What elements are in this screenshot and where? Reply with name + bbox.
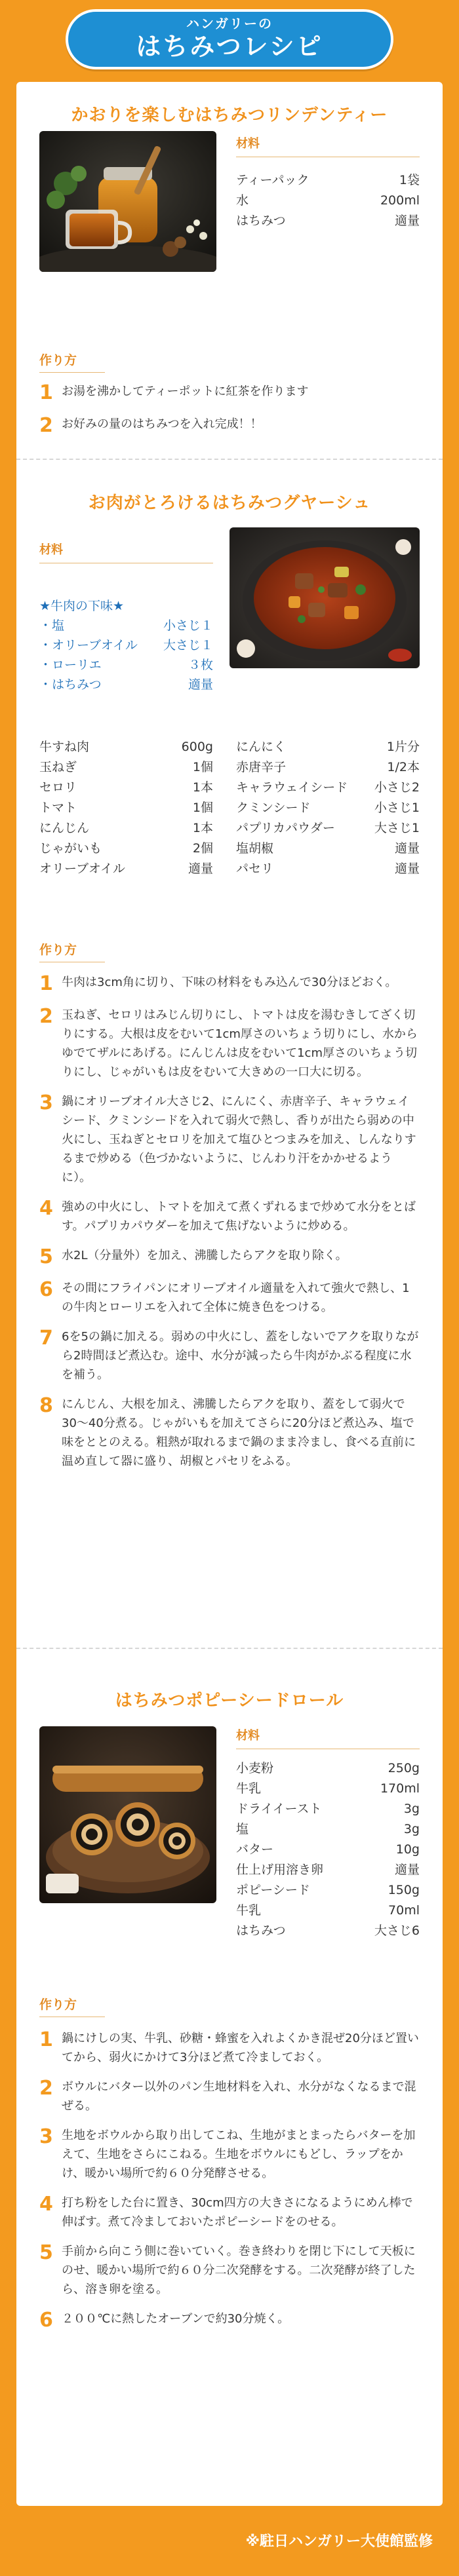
step-item (39, 415, 420, 437)
marinade-row (39, 635, 213, 655)
ingredient-row (39, 778, 213, 798)
ingredient-row (236, 798, 420, 818)
step-item (39, 2309, 420, 2332)
ingredient-amount: 適量 (188, 862, 213, 876)
ingredient-row (236, 1840, 420, 1860)
ingredient-name: はちみつ (236, 214, 286, 228)
recipe1-ingredient-list (236, 170, 420, 231)
ingredient-row (236, 839, 420, 859)
step-number: 5 (39, 1245, 53, 1268)
recipe2-ingredients-label: 材料 (39, 540, 213, 563)
step-text: 玉ねぎ、セロリはみじん切りにし、トマトは皮を湯むきしてざく切りにする。大根は皮をむいて1cm厚さのいちょう切りにし、水からゆでてザルにあげる。にんじんは皮をむいて1cm厚さのいちょう切りにし、じゃがいもは皮をむいて大きめの一口大に切る。 (62, 1008, 418, 1079)
step-number: 8 (39, 1394, 53, 1417)
recipe3-ingredients-label: 材料 (236, 1726, 420, 1749)
step-number: 2 (39, 414, 53, 437)
ingredient-row (236, 170, 420, 191)
step-text: 鍋にオリーブオイル大さじ2、にんにく、赤唐辛子、キャラウェイシード、クミンシードを入れて弱火で熱し、香りが出たら弱めの中火にし、玉ねぎとセロリを加えて塩ひとつまみを加え、しんなりするまで炒める（色づかないように、じんわり汗をかかせるように）。 (62, 1095, 416, 1184)
recipe2-ingredients-right (236, 737, 420, 879)
ingredient-amount: 600g (181, 740, 213, 754)
ingredient-name: にんにく (236, 740, 287, 754)
ingredient-name: はちみつ (236, 1923, 286, 1938)
ingredient-name: ポピーシード (236, 1883, 310, 1897)
ingredient-name: ティーパック (236, 173, 309, 187)
step-number: 1 (39, 2028, 53, 2051)
ingredient-row (39, 839, 213, 859)
ingredient-name: 牛乳 (236, 1781, 262, 1796)
goulash-photo (230, 527, 420, 668)
step-number: 2 (39, 1005, 53, 1028)
step-number: 6 (39, 1278, 53, 1301)
poppyseed-roll-illustration (39, 1726, 216, 1903)
ingredient-amount: 大さじ6 (374, 1923, 420, 1938)
ingredient-name: 仕上げ用溶き卵 (236, 1863, 324, 1877)
recipe2-ingredients-header (39, 540, 213, 694)
ingredient-amount: 適量 (394, 841, 420, 856)
ingredient-name: パセリ (236, 862, 274, 876)
step-number: 3 (39, 2125, 53, 2148)
ingredient-row (39, 818, 213, 839)
recipe3-ingredients (236, 1726, 420, 1941)
ingredient-row (236, 211, 420, 231)
step-item (39, 1092, 420, 1187)
ingredient-name: セロリ (39, 780, 77, 795)
recipe1-title: かおりを楽しむはちみつリンデンティー (71, 105, 388, 125)
marinade-name: ・はちみつ (39, 677, 102, 692)
ingredient-amount: 1個 (192, 801, 213, 815)
ingredient-amount: 3g (403, 1802, 420, 1816)
ingredient-amount: 1本 (192, 780, 213, 795)
ingredient-amount: 適量 (394, 862, 420, 876)
ingredient-name: にんじん (39, 821, 90, 835)
step-text: 生地をボウルから取り出してこね、生地がまとまったらバターを加えて、生地をさらにこねる。生地をボウルにもどし、ラップをかけ、暖かい場所で約６０分発酵させる。 (62, 2129, 416, 2180)
step-text: 手前から向こう側に巻いていく。巻き終わりを閉じ下にして天板にのせ、暖かい場所で約６０分二次発酵をする。二次発酵が終了したら、溶き卵を塗る。 (62, 2245, 416, 2296)
ingredient-name: バター (236, 1842, 274, 1857)
goulash-illustration (230, 527, 420, 668)
ingredient-row (39, 757, 213, 778)
ingredient-row (236, 859, 420, 879)
ingredient-row (236, 191, 420, 211)
ingredient-row (236, 1799, 420, 1819)
step-item (39, 1006, 420, 1082)
ingredient-amount: 170ml (380, 1781, 420, 1796)
ingredient-row (236, 737, 420, 757)
step-item (39, 2126, 420, 2183)
ingredient-row (39, 859, 213, 879)
step-item (39, 2029, 420, 2067)
ingredient-amount: 1/2本 (387, 760, 420, 774)
step-text: お湯を沸かしてティーポットに紅茶を作ります (62, 385, 309, 398)
ingredient-amount: 小さじ1 (374, 801, 420, 815)
step-number: 3 (39, 1091, 53, 1114)
step-number: 6 (39, 2309, 53, 2332)
recipe3-steps (39, 1995, 420, 2342)
ingredient-row (236, 1901, 420, 1921)
tea-photo (39, 131, 216, 272)
recipe1-steps (39, 350, 420, 447)
ingredient-amount: 1本 (192, 821, 213, 835)
marinade-amount: ３枚 (188, 658, 213, 672)
step-number: 2 (39, 2077, 53, 2100)
step-item (39, 2242, 420, 2299)
ingredient-amount: 1袋 (399, 173, 420, 187)
step-text: 6を5の鍋に加える。弱めの中火にし、蓋をしないでアクを取りながら2時間ほど煮込む。途中、水分が減ったら牛肉がかぶる程度に水を補う。 (62, 1330, 419, 1382)
ingredient-name: ドライイースト (236, 1802, 322, 1816)
poppyseed-roll-photo (39, 1726, 216, 1903)
header-subtitle: ハンガリーの (186, 16, 273, 32)
ingredient-amount: 250g (388, 1761, 420, 1775)
ingredient-row (236, 1819, 420, 1840)
step-item (39, 1198, 420, 1236)
marinade-amount: 小さじ１ (163, 618, 213, 633)
marinade-name: ・ローリエ (39, 658, 102, 672)
step-text: その間にフライパンにオリーブオイル適量を入れて強火で熱し、1の牛肉とローリエを入れて全体に焼き色をつける。 (62, 1281, 410, 1314)
step-text: 鍋にけしの実、牛乳、砂糖・蜂蜜を入れよくかき混ぜ20分ほど置いてから、弱火にかけて3分ほど煮て冷ましておく。 (62, 2032, 419, 2064)
ingredient-row (236, 1758, 420, 1779)
ingredient-amount: 大さじ1 (374, 821, 420, 835)
step-text: にんじん、大根を加え、沸騰したらアクを取り、蓋をして弱火で30〜40分煮る。じゃがいもを加えてさらに20分ほど煮込み、塩で味をととのえる。粗熱が取れるまで鍋のまま冷まし、食べる直前に温め直して器に盛り、胡椒とパセリをふる。 (62, 1397, 416, 1468)
ingredient-name: 小麦粉 (236, 1761, 274, 1775)
step-text: 強めの中火にし、トマトを加えて煮くずれるまで炒めて水分をとばす。パプリカパウダーを加えて焦げないように炒める。 (62, 1200, 416, 1233)
header-title: はちみつレシピ (136, 32, 323, 62)
step-number: 5 (39, 2241, 53, 2264)
step-item (39, 1246, 420, 1268)
recipe2-steps (39, 940, 420, 1481)
step-item (39, 2077, 420, 2115)
section-divider (16, 1648, 443, 1649)
ingredient-amount: 適量 (394, 1863, 420, 1877)
ingredient-row (236, 1880, 420, 1901)
ingredient-name: トマト (39, 801, 77, 815)
ingredient-amount: 1片分 (386, 740, 420, 754)
marinade-amount: 適量 (188, 677, 213, 692)
marinade-row (39, 655, 213, 675)
step-number: 1 (39, 381, 53, 404)
marinade-name: ・塩 (39, 618, 65, 633)
step-item (39, 1327, 420, 1384)
step-number: 1 (39, 972, 53, 995)
ingredient-row (236, 818, 420, 839)
ingredient-name: じゃがいも (39, 841, 102, 856)
ingredient-row (236, 1921, 420, 1941)
recipe1-ingredients-label: 材料 (236, 134, 420, 157)
ingredient-row (236, 757, 420, 778)
ingredient-name: 赤唐辛子 (236, 760, 287, 774)
step-text: 打ち粉をした台に置き、30cm四方の大きさになるようにめん棒で伸ばす。煮て冷ましておいたポピーシードをのせる。 (62, 2196, 413, 2229)
ingredient-name: キャラウェイシード (236, 780, 348, 795)
ingredient-name: 塩 (236, 1822, 249, 1836)
recipe1-steps-label: 作り方 (39, 350, 105, 373)
ingredient-amount: 小さじ2 (374, 780, 420, 795)
ingredient-name: パプリカパウダー (236, 821, 335, 835)
recipe3-title: はちみつポピーシードロール (115, 1691, 344, 1711)
recipe-card (16, 82, 443, 2506)
ingredient-name: 水 (236, 193, 249, 208)
step-item (39, 2193, 420, 2231)
marinade-label: ★牛肉の下味★ (39, 599, 125, 613)
page-header (0, 0, 459, 79)
step-number: 7 (39, 1327, 53, 1350)
ingredient-name: クミンシード (236, 801, 311, 815)
ingredient-amount: 10g (395, 1842, 420, 1857)
ingredient-row (39, 798, 213, 818)
ingredient-amount: 70ml (388, 1903, 420, 1918)
recipe2-title: お肉がとろけるはちみつグヤーシュ (88, 493, 371, 513)
marinade-row (39, 675, 213, 694)
ingredient-name: 塩胡椒 (236, 841, 274, 856)
ingredient-name: 玉ねぎ (39, 760, 77, 774)
marinade-block (39, 596, 213, 694)
step-item (39, 1279, 420, 1317)
recipe3-steps-label: 作り方 (39, 1995, 105, 2017)
step-text: 牛肉は3cm角に切り、下味の材料をもみ込んで30分ほどおく。 (62, 975, 397, 989)
marinade-amount: 大さじ１ (163, 638, 213, 653)
step-number: 4 (39, 1197, 53, 1220)
step-item (39, 973, 420, 995)
tea-illustration (39, 131, 216, 272)
ingredient-amount: 適量 (394, 214, 420, 228)
supervision-note: ※駐日ハンガリー大使館監修 (245, 2533, 433, 2550)
ingredient-amount: 200ml (380, 193, 420, 208)
marinade-name: ・オリーブオイル (39, 638, 138, 653)
recipe2-ingredients-left (39, 737, 213, 879)
ingredient-amount: 150g (388, 1883, 420, 1897)
ingredient-name: 牛乳 (236, 1903, 262, 1918)
ingredient-name: 牛すね肉 (39, 740, 90, 754)
ingredient-row (236, 1860, 420, 1880)
ingredient-amount: 3g (403, 1822, 420, 1836)
step-number: 4 (39, 2193, 53, 2216)
step-text: お好みの量のはちみつを入れ完成！！ (62, 417, 262, 431)
marinade-row (39, 616, 213, 635)
step-item (39, 1395, 420, 1471)
ingredient-amount: 2個 (192, 841, 213, 856)
step-item (39, 382, 420, 404)
recipe1-ingredients (236, 134, 420, 231)
ingredient-amount: 1個 (192, 760, 213, 774)
step-text: 水2L（分量外）を加え、沸騰したらアクを取り除く。 (62, 1249, 348, 1262)
ingredient-row (236, 1779, 420, 1799)
recipe2-steps-label: 作り方 (39, 940, 105, 962)
title-badge (66, 9, 393, 69)
ingredient-row (39, 737, 213, 757)
step-text: ２００℃に熱したオーブンで約30分焼く。 (62, 2312, 290, 2326)
ingredient-name: オリーブオイル (39, 862, 125, 876)
ingredient-row (236, 778, 420, 798)
step-text: ボウルにバター以外のパン生地材料を入れ、水分がなくなるまで混ぜる。 (62, 2080, 416, 2113)
section-divider (16, 459, 443, 460)
